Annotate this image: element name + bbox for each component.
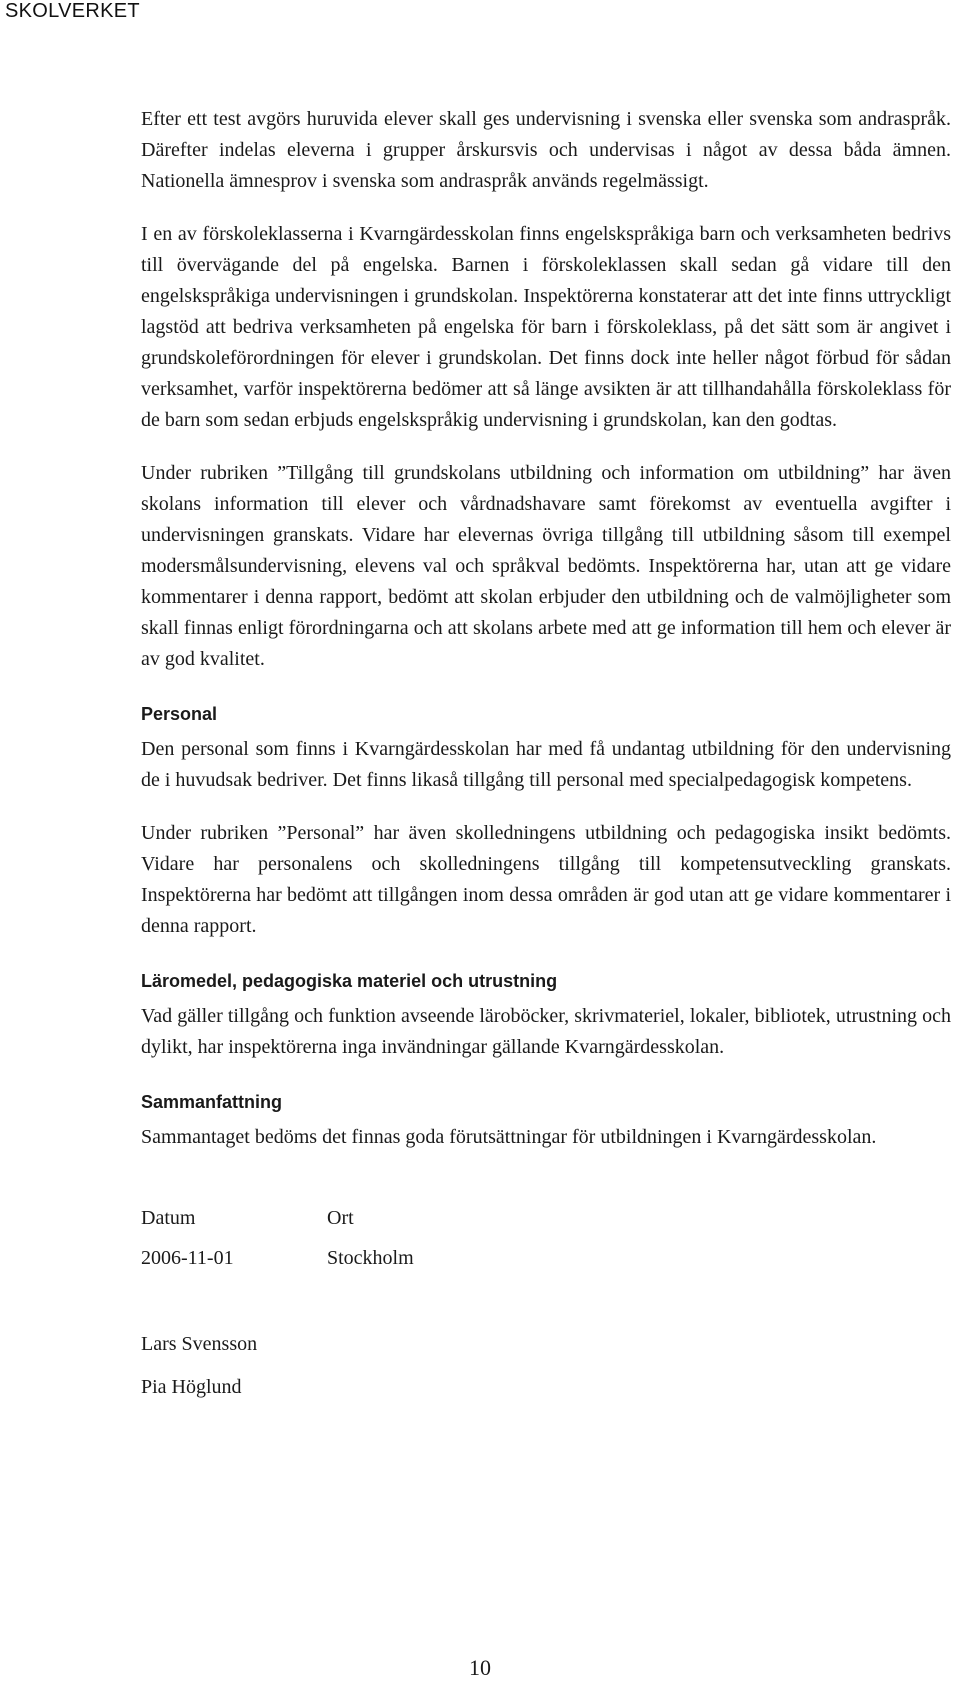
heading-laromedel: Läromedel, pedagogiska materiel och utrustning <box>141 971 558 991</box>
paragraph-personal-leadership: Under rubriken ”Personal” har även skolledningens utbildning och pedagogiska insikt bedömts. Vidare har personalens och skolledningens tillgång till kompetensutveckling granskats. Inspektörerna har bedömt att tillgången inom dessa områden är god utan att ge vidare kommentarer i denna rapport. <box>141 822 951 937</box>
signatory-name: Lars Svensson <box>141 1333 258 1355</box>
heading-sammanfattning: Sammanfattning <box>141 1092 283 1112</box>
ort-label: Ort <box>327 1207 354 1229</box>
signatory-name: Pia Höglund <box>141 1376 242 1398</box>
paragraph-laromedel: Vad gäller tillgång och funktion avseende läroböcker, skrivmateriel, lokaler, bibliotek, utrustning och dylikt, har inspektörerna inga invändningar gällande Kvarngärdesskolan. <box>141 1005 951 1058</box>
signature-values <box>141 1243 951 1274</box>
signature-labels <box>141 1203 951 1234</box>
paragraph-english-preschool: I en av förskoleklasserna i Kvarngärdesskolan finns engelskspråkiga barn och verksamheten bedrivs till övervägande del på engelska. Barnen i förskoleklassen skall sedan gå vidare till den engelskspråkiga undervisningen i grundskolan. Inspektörerna konstaterar att det inte finns uttryckligt lagstöd att bedriva verksamheten på engelska för barn i förskoleklass, på det sätt som är angivet i grundskoleförordningen för elever i grundskolan. Det finns dock inte heller något förbud för sådan verksamhet, varför inspektörerna bedömer att så länge avsikten är att tillhandahålla förskoleklass för de barn som sedan erbjuds engelskspråkig undervisning i grundskolan, kan den godtas. <box>141 223 951 431</box>
signatory-names <box>141 1329 951 1403</box>
datum-value: 2006-11-01 <box>141 1247 234 1269</box>
paragraph-personal-education: Den personal som finns i Kvarngärdesskolan har med få undantag utbildning för den undervisning de i huvudsak bedriver. Det finns likaså tillgång till personal med specialpedagogisk kompetens. <box>141 738 951 791</box>
paragraph-access-information: Under rubriken ”Tillgång till grundskolans utbildning och information om utbildning” har även skolans information till elever och vårdnadshavare samt förekomst av eventuella avgifter i undervisningen granskats. Vidare har elevernas övriga tillgång till utbildning såsom till exempel modersmålsundervisning, elevens val och språkval bedömts. Inspektörerna har, utan att ge vidare kommentarer i denna rapport, bedömt att skolan erbjuder den utbildning och de valmöjligheter som skall finnas enligt förordningarna och att skolans arbete med att ge information till hem och elever är av god kvalitet. <box>141 462 951 670</box>
paragraph-sammanfattning: Sammantaget bedöms det finnas goda förutsättningar för utbildningen i Kvarngärdesskolan. <box>141 1126 877 1148</box>
datum-label: Datum <box>141 1207 196 1229</box>
paragraph-language-test: Efter ett test avgörs huruvida elever skall ges undervisning i svenska eller svenska som andraspråk. Därefter indelas eleverna i grupper årskursvis och undervisas i något av dessa båda ämnen. Nationella ämnesprov i svenska som andraspråk används regelmässigt. <box>141 108 951 192</box>
page-number: 10 <box>469 1655 491 1680</box>
document-header: SKOLVERKET <box>5 0 140 22</box>
document-body <box>141 104 951 1415</box>
heading-personal: Personal <box>141 704 218 724</box>
ort-value: Stockholm <box>327 1247 414 1269</box>
